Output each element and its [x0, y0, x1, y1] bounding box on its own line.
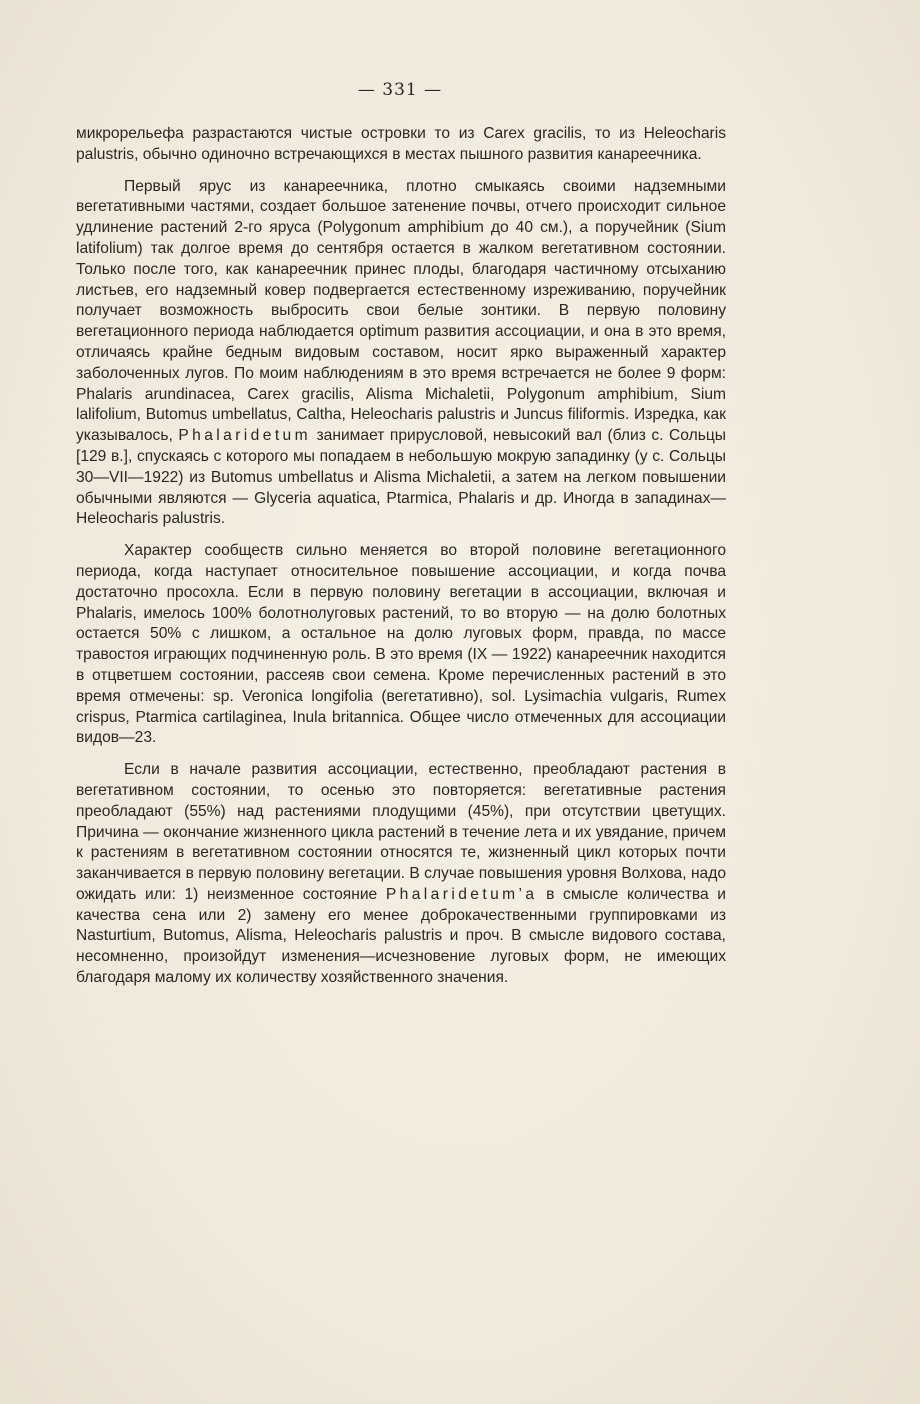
- spaced-term: Phalaridetum: [178, 427, 312, 445]
- paragraph-community-change: [76, 541, 726, 749]
- paragraph-text: в смысле количества и качества сена или 2) замену его менее доброкачественными группировками из Nasturtium, Butomus, Alisma, Heleocharis palustris и проч. В смысле видового состава, несомненно, произойдут изменения—исчезновение луговых форм, не имеющих благодаря малому их количеству хозяйственного значения.: [76, 885, 726, 987]
- paragraph-text: Первый ярус из канареечника, плотно смыкаясь своими надземными вегетативными частями, создает большое затенение почвы, отчего происходит сильное удлинение растений 2-го яруса (Polygonum amphibium до 40 см.), а поручейник (Sium latifolium) так долгое время до сентября остается в жалком вегетативном состоянии. Только после того, как канареечник принес плоды, благодаря частичному отсыханию листьев, его надземный ковер подвергается естественному изреживанию, поручейник получает возможность выбросить свои белые зонтики. В первую половину вегетационного периода наблюдается optimum развития ассоциации, и она в это время, отличаясь крайне бедным видовым составом, носит ярко выраженный характер заболоченных лугов. По моим наблюдениям в это время встречается не более 9 форм: Phalaris arundinacea, Carex gracilis, Alisma Michaletii, Polygonum amphibium, Sium lalifolium, Butomus umbellatus, Caltha, Heleocharis palustris и Juncus filiformis. Изредка, как указывалось,: [76, 177, 726, 445]
- paragraph-vegetative-state: [76, 760, 726, 989]
- paragraph-text: Если в начале развития ассоциации, естественно, преобладают растения в вегетативном состоянии, то осенью это повторяется: вегетативные растения преобладают (55%) над растениями плодущими (45%), при отсутствии цветущих. Причина — окончание жизненного цикла растений в течение лета и их увядание, причем к растениям в вегетативном состоянии относятся те, жизненный цикл которых почти заканчивается в первую половину вегетации. В случае повышения уровня Волхова, надо ожидать или: 1) неизменное состояние: [76, 761, 726, 903]
- paragraph-text: занимает прирусловой, невысокий вал (близ с. Сольцы [129 в.], спускаясь с которого мы попадаем в небольшую мокрую западинку (у с. Сольцы 30—VII—1922) из Butomus umbellatus и Alisma Michaletii, а затем на легком повышении обычными являются — Glyceria aquatica, Ptarmica, Phalaris и др. Иногда в западинах—Heleocharis palustris.: [76, 427, 726, 528]
- paragraph-text: Характер сообществ сильно меняется во второй половине вегетационного периода, когда наступает относительное повышение ассоциации, и когда почва достаточно просохла. Если в первую половину вегетации в ассоциации, включая и Phalaris, имелось 100% болотнолуговых растений, то во вторую — на долю болотных остается 50% с лишком, а остальное на долю луговых форм, правда, по массе травостоя играющих подчиненную роль. В это время (IX — 1922) канареечник находится в отцветшем состоянии, рассеяв свои семена. Кроме перечисленных растений в это время отмечены: sp. Veronica longifolia (вегетативно), sol. Lysimachia vulgaris, Rumex crispus, Ptarmica cartilaginea, Inula britannica. Общее число отмеченных для ассоциации видов—23.: [76, 542, 726, 747]
- paragraph-first-tier: [76, 177, 726, 531]
- paragraph-continuation: [76, 124, 726, 166]
- spaced-term: Phalaridetum’a: [385, 885, 538, 903]
- paragraph-text: микрорельефа разрастаются чистые островки то из Carex gracilis, то из Heleocharis palustris, обычно одиночно встречающихся в местах пышного развития канареечника.: [76, 125, 726, 163]
- body-text: [76, 124, 726, 989]
- page-number: — 331 —: [357, 80, 443, 100]
